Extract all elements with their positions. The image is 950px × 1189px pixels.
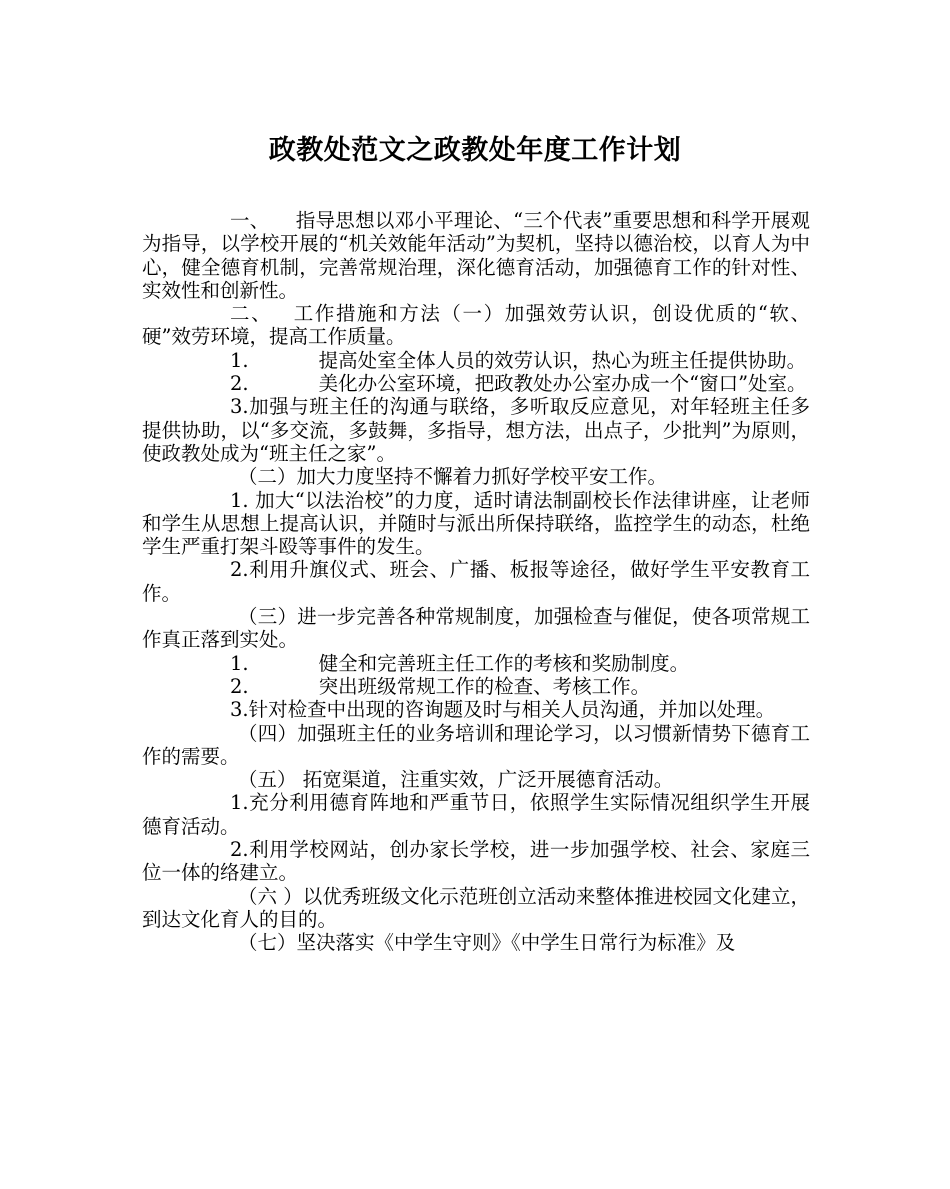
paragraph-text: 健全和完善班主任工作的考核和奖励制度。 bbox=[318, 651, 690, 675]
paragraph-lead: 1. bbox=[230, 348, 249, 372]
paragraph-text: （四）加强班主任的业务培训和理论学习，以习惯新情势下德育工作的需要。 bbox=[142, 721, 810, 768]
paragraph-text: 突出班级常规工作的检查、考核工作。 bbox=[318, 674, 651, 698]
paragraph-text: 工作措施和方法（一）加强效劳认识，创设优质的“软、硬”效劳环境，提高工作质量。 bbox=[142, 302, 810, 349]
paragraph-text: 3.针对检查中出现的咨询题及时与相关人员沟通，并加以处理。 bbox=[230, 698, 776, 722]
paragraph-item bbox=[142, 372, 810, 395]
paragraph-lead: 2. bbox=[230, 372, 249, 396]
paragraph-text: 2.利用升旗仪式、班会、广播、板报等途径，做好学生平安教育工作。 bbox=[142, 558, 810, 605]
paragraph-text: 指导思想以邓小平理论、“三个代表”重要思想和科学开展观为指导，以学校开展的“机关效能年活动”为契机，坚持以德治校，以育人为中心，健全德育机制，完善常规治理，深化德育活动，加强德育工作的针对性、实效性和创新性。 bbox=[142, 209, 810, 302]
document-body bbox=[142, 209, 810, 955]
paragraph-section-heading bbox=[142, 605, 810, 652]
paragraph-measures bbox=[142, 302, 810, 349]
paragraph-lead: 一、 bbox=[230, 209, 270, 232]
paragraph-text: （二）加大力度坚持不懈着力抓好学校平安工作。 bbox=[238, 465, 668, 489]
paragraph-item bbox=[142, 791, 810, 838]
document-title: 政教处范文之政教处年度工作计划 bbox=[268, 135, 682, 166]
paragraph-text: 2.利用学校网站，创办家长学校，进一步加强学校、社会、家庭三位一体的络建立。 bbox=[142, 838, 810, 885]
paragraph-item bbox=[142, 652, 810, 675]
paragraph-item bbox=[142, 698, 810, 721]
paragraph-section-heading bbox=[142, 465, 810, 488]
paragraph-section-heading bbox=[142, 722, 810, 769]
paragraph-text: （五） 拓宽渠道，注重实效，广泛开展德育活动。 bbox=[238, 768, 674, 792]
paragraph-text: （七）坚决落实《中学生守则》《中学生日常行为标准》及 bbox=[238, 931, 736, 955]
paragraph-item bbox=[142, 558, 810, 605]
paragraph-text: 美化办公室环境，把政教处办公室办成一个“窗口”处室。 bbox=[318, 372, 807, 396]
paragraph-item bbox=[142, 489, 810, 559]
paragraph-text: 1.充分利用德育阵地和严重节日，依照学生实际情况组织学生开展德育活动。 bbox=[142, 791, 810, 838]
paragraph-text: （六 ）以优秀班级文化示范班创立活动来整体推进校园文化建立，到达文化育人的目的。 bbox=[142, 884, 810, 931]
paragraph-item bbox=[142, 675, 810, 698]
paragraph-item bbox=[142, 395, 810, 465]
paragraph-section-heading bbox=[142, 768, 810, 791]
paragraph-text: 提高处室全体人员的效劳认识，热心为班主任提供协助。 bbox=[318, 348, 807, 372]
paragraph-section-heading bbox=[142, 931, 810, 954]
paragraph-guiding-ideology bbox=[142, 209, 810, 302]
paragraph-item bbox=[142, 838, 810, 885]
paragraph-section-heading bbox=[142, 885, 810, 932]
paragraph-lead: 1. bbox=[230, 651, 249, 675]
paragraph-text: 1. 加大“以法治校”的力度，适时请法制副校长作法律讲座，让老师和学生从思想上提高认识，并随时与派出所保持联络，监控学生的动态，杜绝学生严重打架斗殴等事件的发生。 bbox=[142, 488, 810, 559]
paragraph-item bbox=[142, 349, 810, 372]
paragraph-lead: 二、 bbox=[230, 302, 273, 326]
paragraph-text: （三）进一步完善各种常规制度，加强检查与催促，使各项常规工作真正落到实处。 bbox=[142, 605, 810, 652]
paragraph-text: 3.加强与班主任的沟通与联络，多听取反应意见，对年轻班主任多提供协助，以“多交流，多鼓舞，多指导，想方法，出点子，少批判”为原则，使政教处成为“班主任之家”。 bbox=[142, 395, 810, 465]
paragraph-lead: 2. bbox=[230, 674, 249, 698]
